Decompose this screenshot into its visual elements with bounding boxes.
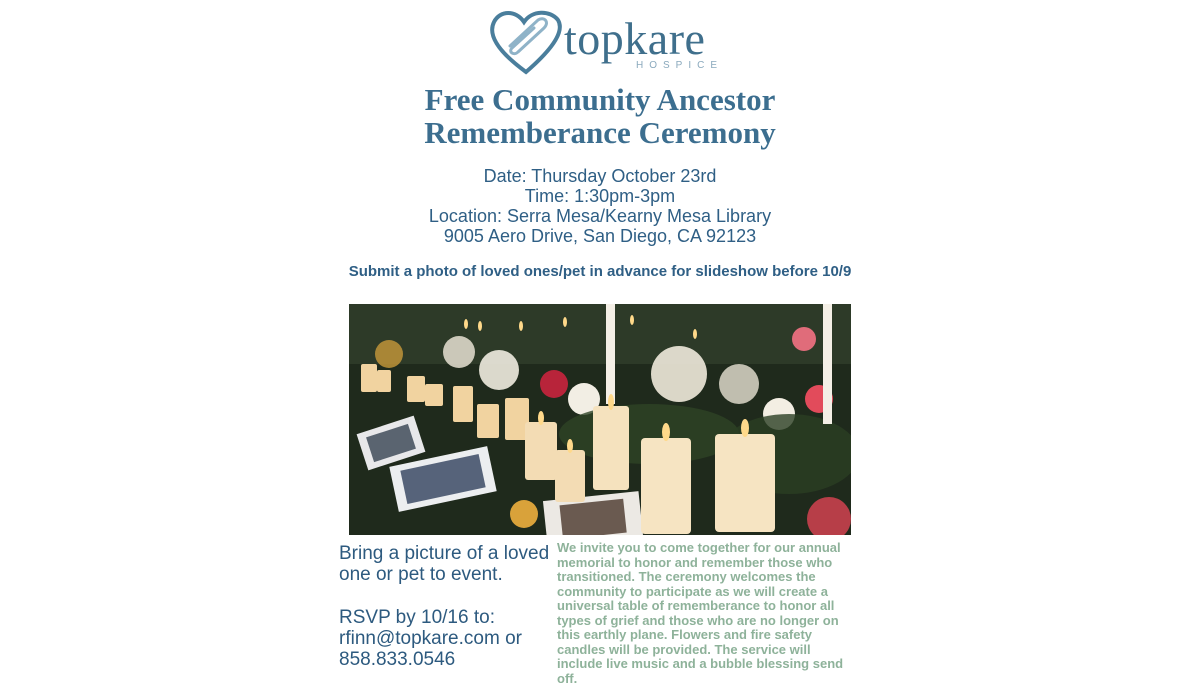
topkare-logo [486,6,736,76]
event-title-line1: Free Community Ancestor [424,82,776,117]
event-description: We invite you to come together for our annual memorial to honor and remember those who transitioned. The ceremony welcomes the community to participate as we will create a universal table of rememberance to honor all types of grief and those who are no longer on this earthly plane. Flowers and fire safety candles will be provided. The service will include live music and a bubble blessing send off. [557,540,844,686]
bring-picture-text: Bring a picture of a loved one or pet to event. [339,543,550,585]
event-time: Time: 1:30pm-3pm [524,186,676,206]
event-title-line2: Rememberance Ceremony [424,115,776,150]
candles-memorial-photo [349,304,851,535]
heart-paperclip-icon [486,6,566,78]
rsvp-block [339,607,554,670]
rsvp-email[interactable]: rfinn@topkare.com or [339,628,522,649]
brand-name: topkare [564,13,706,64]
brand-subtitle: HOSPICE [636,60,724,71]
event-location: Location: Serra Mesa/Kearny Mesa Library [428,206,772,226]
submit-photo-note: Submit a photo of loved ones/pet in advance for slideshow before 10/9 [348,263,852,280]
event-address: 9005 Aero Drive, San Diego, CA 92123 [443,226,757,246]
event-date: Date: Thursday October 23rd [483,166,717,186]
rsvp-phone[interactable]: 858.833.0546 [339,649,456,670]
rsvp-deadline: RSVP by 10/16 to: [339,607,495,628]
